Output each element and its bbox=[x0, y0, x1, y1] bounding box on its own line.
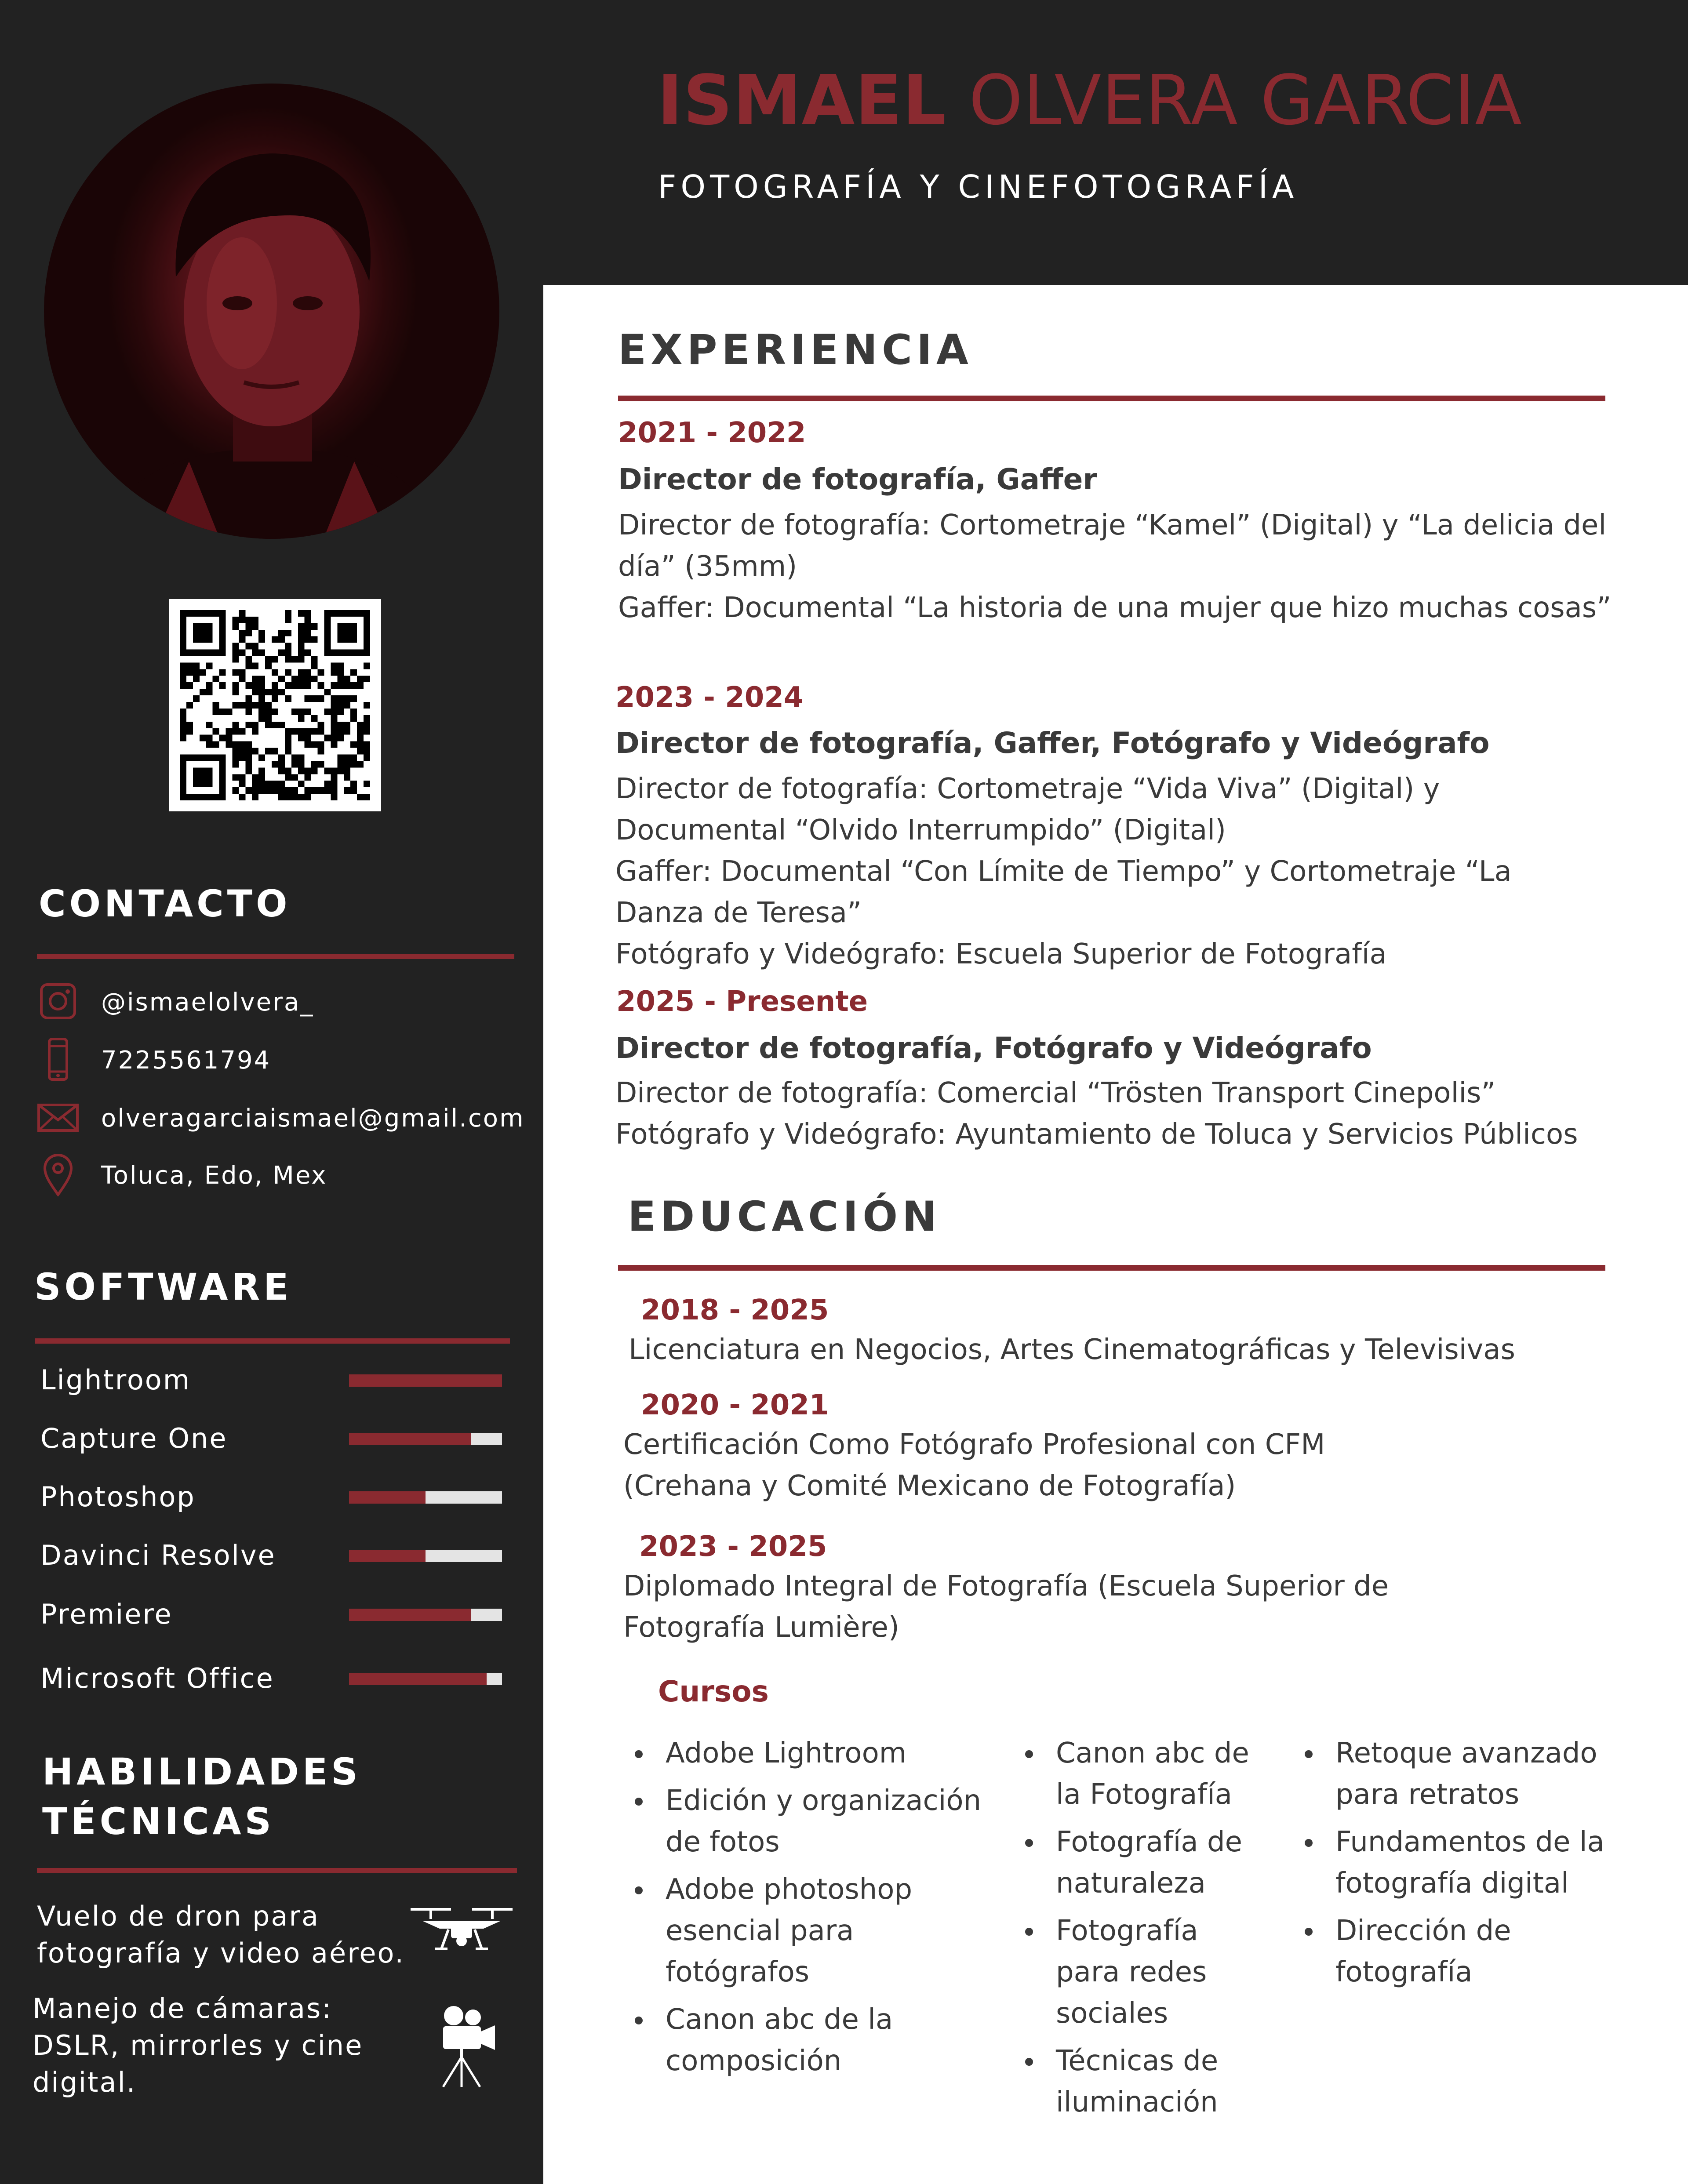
software-item bbox=[40, 1660, 502, 1699]
software-label: Premiere bbox=[40, 1598, 173, 1630]
experience-description bbox=[618, 505, 1625, 629]
courses-column-2 bbox=[1021, 1733, 1267, 2129]
course-item: Dirección de fotografía bbox=[1300, 1910, 1634, 1993]
skill-level-bar bbox=[349, 1673, 502, 1685]
qr-code-pattern bbox=[180, 610, 370, 800]
profile-photo bbox=[44, 84, 499, 539]
contact-heading: CONTACTO bbox=[39, 882, 291, 925]
skill-level-bar bbox=[349, 1550, 502, 1562]
course-item: Fotografía de naturaleza bbox=[1021, 1821, 1267, 1904]
course-item: Técnicas de iluminación bbox=[1021, 2040, 1267, 2123]
location-pin-icon bbox=[36, 1152, 80, 1196]
software-label: Lightroom bbox=[40, 1364, 191, 1396]
contact-phone-text: 7225561794 bbox=[101, 1046, 271, 1075]
skills-heading bbox=[42, 1747, 361, 1847]
courses-column-3 bbox=[1300, 1733, 1634, 1999]
skill-level-fill bbox=[349, 1433, 471, 1445]
contact-location-text: Toluca, Edo, Mex bbox=[101, 1161, 327, 1190]
software-label: Davinci Resolve bbox=[40, 1539, 276, 1571]
experience-years: 2025 - Presente bbox=[616, 985, 868, 1018]
software-item bbox=[40, 1478, 502, 1518]
experience-description bbox=[615, 1072, 1626, 1155]
course-item: Retoque avanzado para retratos bbox=[1300, 1733, 1634, 1815]
software-item bbox=[40, 1420, 502, 1459]
header-band bbox=[543, 0, 1688, 285]
experience-role: Director de fotografía, Gaffer, Fotógrafo y Videógrafo bbox=[615, 726, 1490, 760]
experience-heading: EXPERIENCIA bbox=[618, 326, 973, 374]
education-description: Diplomado Integral de Fotografía (Escuela Superior de Fotografía Lumière) bbox=[623, 1570, 1389, 1644]
last-name: OLVERA GARCIA bbox=[968, 60, 1523, 140]
skills-heading-line1: HABILIDADES bbox=[42, 1750, 361, 1793]
skill-level-fill bbox=[349, 1491, 426, 1504]
course-item: Adobe photoshop esencial para fotógrafos bbox=[630, 1869, 995, 1993]
course-item: Canon abc de la composición bbox=[630, 1999, 995, 2082]
course-item: Fotografía para redes sociales bbox=[1021, 1910, 1267, 2034]
skill-level-bar bbox=[349, 1433, 502, 1445]
contact-location bbox=[36, 1152, 520, 1201]
education-years: 2018 - 2025 bbox=[641, 1294, 829, 1326]
portrait-illustration bbox=[44, 84, 499, 539]
skill-level-bar bbox=[349, 1609, 502, 1621]
experience-line: Gaffer: Documental “Con Límite de Tiempo” y Cortometraje “La Danza de Teresa” bbox=[615, 855, 1512, 929]
contact-email-text: olveragarciaismael@gmail.com bbox=[101, 1104, 525, 1133]
software-divider bbox=[35, 1338, 510, 1344]
skills-heading-line2: TÉCNICAS bbox=[42, 1800, 275, 1843]
contact-instagram-text: @ismaelolvera_ bbox=[101, 988, 314, 1017]
contact-email[interactable] bbox=[36, 1095, 525, 1144]
phone-icon bbox=[36, 1037, 80, 1081]
contact-phone[interactable] bbox=[36, 1037, 520, 1086]
education-heading: EDUCACIÓN bbox=[628, 1193, 941, 1241]
skills-divider bbox=[37, 1868, 517, 1873]
experience-role: Director de fotografía, Gaffer bbox=[618, 462, 1097, 496]
software-item bbox=[40, 1361, 502, 1401]
education-description: Licenciatura en Negocios, Artes Cinematográficas y Televisivas bbox=[629, 1334, 1515, 1366]
experience-description bbox=[615, 768, 1574, 975]
skill-level-fill bbox=[349, 1673, 487, 1685]
experience-role: Director de fotografía, Fotógrafo y Videógrafo bbox=[615, 1031, 1372, 1065]
film-camera-icon bbox=[431, 2004, 497, 2088]
software-label: Photoshop bbox=[40, 1481, 196, 1513]
experience-divider bbox=[618, 396, 1605, 401]
experience-line: Director de fotografía: Cortometraje “Kamel” (Digital) y “La delicia del día” (35mm) bbox=[618, 509, 1607, 583]
software-label: Capture One bbox=[40, 1422, 228, 1454]
skill-level-fill bbox=[349, 1374, 502, 1387]
skill-drone-text: Vuelo de dron para fotografía y video aéreo. bbox=[37, 1900, 405, 1969]
software-label: Microsoft Office bbox=[40, 1662, 274, 1694]
education-years: 2023 - 2025 bbox=[639, 1530, 827, 1563]
contact-divider bbox=[37, 954, 514, 959]
experience-line: Gaffer: Documental “La historia de una mujer que hizo muchas cosas” bbox=[618, 592, 1612, 624]
courses-column-1 bbox=[630, 1733, 995, 2088]
software-item bbox=[40, 1537, 502, 1576]
contact-instagram[interactable] bbox=[36, 979, 520, 1028]
course-item: Edición y organización de fotos bbox=[630, 1780, 995, 1863]
course-item: Adobe Lightroom bbox=[630, 1733, 995, 1774]
software-heading: SOFTWARE bbox=[34, 1265, 292, 1308]
course-item: Canon abc de la Fotografía bbox=[1021, 1733, 1267, 1815]
skill-level-fill bbox=[349, 1550, 426, 1562]
experience-years: 2021 - 2022 bbox=[618, 417, 806, 449]
skill-level-bar bbox=[349, 1491, 502, 1504]
experience-line: Fotógrafo y Videógrafo: Escuela Superior de Fotografía bbox=[615, 938, 1387, 970]
education-years: 2020 - 2021 bbox=[641, 1389, 829, 1421]
experience-line: Director de fotografía: Cortometraje “Vida Viva” (Digital) y Documental “Olvido Interrumpido” (Digital) bbox=[615, 773, 1440, 847]
first-name: ISMAEL bbox=[657, 60, 947, 140]
skill-level-bar bbox=[349, 1374, 502, 1387]
instagram-icon bbox=[36, 979, 80, 1023]
course-item: Fundamentos de la fotografía digital bbox=[1300, 1821, 1634, 1904]
profession-subtitle: FOTOGRAFÍA Y CINEFOTOGRAFÍA bbox=[658, 168, 1299, 205]
qr-code[interactable] bbox=[169, 599, 381, 811]
experience-line: Fotógrafo y Videógrafo: Ayuntamiento de Toluca y Servicios Públicos bbox=[615, 1118, 1578, 1151]
person-name bbox=[657, 60, 1523, 140]
experience-line: Director de fotografía: Comercial “Trösten Transport Cinepolis” bbox=[615, 1077, 1496, 1109]
skill-camera-text: Manejo de cámaras: DSLR, mirrorles y cine digital. bbox=[33, 1992, 364, 2098]
courses-heading: Cursos bbox=[658, 1675, 769, 1708]
education-divider bbox=[618, 1265, 1605, 1271]
mail-icon bbox=[36, 1095, 80, 1139]
drone-icon bbox=[409, 1903, 514, 1956]
education-description: Certificación Como Fotógrafo Profesional con CFM (Crehana y Comité Mexicano de Fotografía) bbox=[623, 1428, 1325, 1502]
experience-years: 2023 - 2024 bbox=[615, 681, 804, 714]
skill-level-fill bbox=[349, 1609, 471, 1621]
software-item bbox=[40, 1595, 502, 1635]
